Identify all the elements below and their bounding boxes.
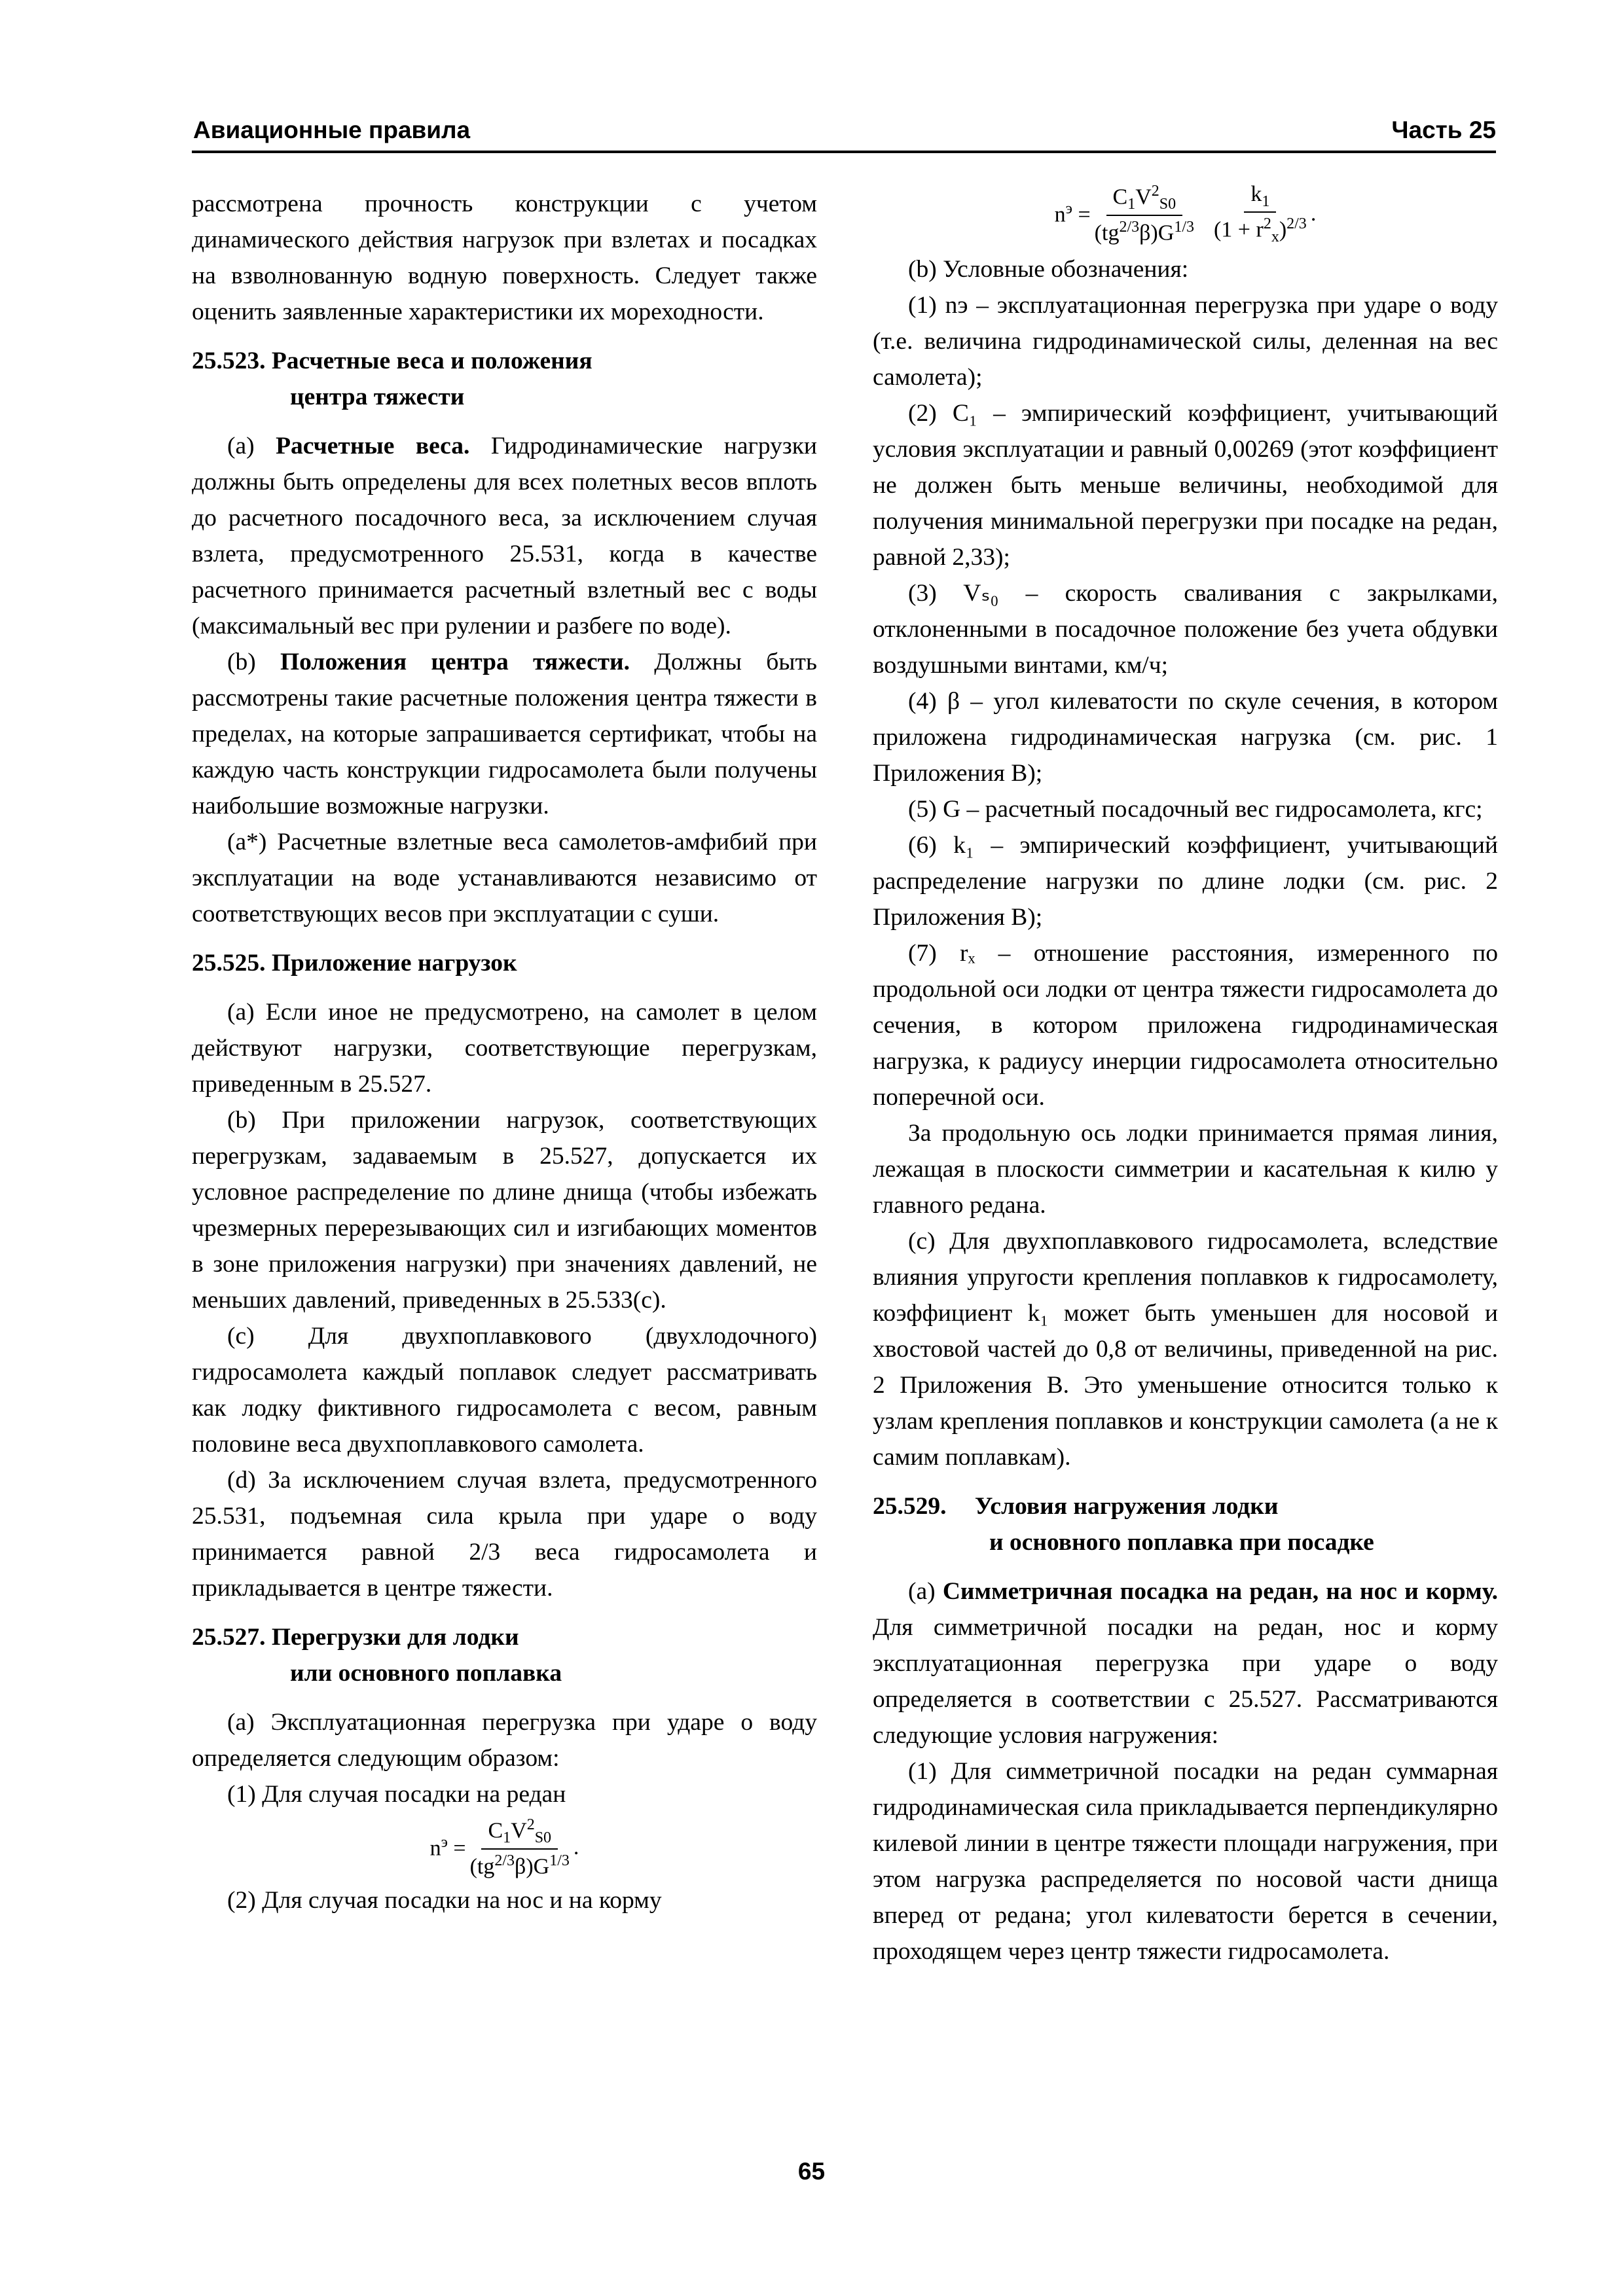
item-label: (a) [908,1577,936,1605]
paragraph: (b) При приложении нагрузок, соответствующих перегрузкам, задаваемым в 25.527, допускается их условное распределение по длине днища (чтобы избежать чрезмерных перерезывающих сил и изгибающих моментов в зоне приложения нагрузки) при значениях давлений, не меньших давлений, приведенных в 25.533(c). [192,1107,817,1314]
paragraph-text: Должны быть рассмотрены такие расчетные положения центра тяжести в пределах, на которые запрашивается сертификат, чтобы на каждую часть конструкции гидросамолета были получены наибольшие возможные нагрузки. [192,649,817,819]
paragraph: (c) Для двухпоплавкового (двухлодочного) гидросамолета каждый поплавок следует рассматривать как лодку фиктивного гидросамолета с весом, равным половине веса двухпоплавкового самолета. [192,1323,817,1458]
section-heading-25-529 [873,1488,1498,1560]
left-column [192,186,817,1918]
running-header [192,113,1496,153]
section-title-line2: и основного поплавка при посадке [989,1528,1374,1556]
section-heading-25-527 [192,1619,817,1691]
paragraph: (1) nэ – эксплуатационная перегрузка при ударе о воду (т.е. величина гидродинамической силы, деленная на вес самолета); [873,291,1498,391]
paragraph-text: Гидродинамические нагрузки должны быть определены для всех полетных весов вплоть до расчетного посадочного веса, за исключением случая взлета, предусмотренного 25.531, когда в качестве расчетного принимается расчетный взлетный вес с воды (максимальный вес при рулении и разбеге по воде). [192,433,818,639]
paragraph: (5) G – расчетный посадочный вес гидросамолета, кгс; [908,795,1483,823]
paragraph: (1) Для случая посадки на редан [227,1781,566,1808]
bold-term: Расчетные веса. [276,433,470,459]
paragraph: (6) k₁ – эмпирический коэффициент, учитывающий распределение нагрузки по длине лодки (см. рис. 2 Приложения B); [873,831,1498,931]
formula-step-landing: $n^э$ = $\frac{C_1V^2_{S0}}{(tg^{2/3}\beta)G^{1/3}}$ . [429,1816,579,1878]
paragraph: (1) Для симметричной посадки на редан суммарная гидродинамическая сила прикладывается перпендикулярно килевой линии в центре тяжести площади нагружения, при этом нагрузка распределяется по носовой части днища вперед от редана; угол килеватости берется в сечении, проходящем через центр тяжести гидросамолета. [873,1757,1498,1965]
paragraph-text: Для симметричной посадки на редан, нос и корму эксплуатационная перегрузка при ударе о воду определяется в соответствии с 25.527. Рассматриваются следующие условия нагружения: [873,1613,1498,1749]
paragraph [873,1573,1498,1753]
paragraph: (2) Для случая посадки на нос и на корму [227,1887,662,1914]
paragraph: (a*) Расчетные взлетные веса самолетов-амфибий при эксплуатации на воде устанавливаются независимо от соответствующих весов при эксплуатации с суши. [192,829,817,927]
paragraph: (7) rₓ – отношение расстояния, измеренного по продольной оси лодки от центра тяжести гидросамолета до сечения, в котором приложена гидродинамическая нагрузка, к радиусу инерции гидросамолета относительно поперечной оси. [873,939,1498,1111]
formula-lhs: $n^э$ = [1054,200,1091,227]
paragraph [192,644,817,824]
formula-bow-stern-landing: $n^э$ = $\frac{C_1V^2_{S0}}{(tg^{2/3}\beta)G^{1/3}}$ $\frac{k_1}{(1 + r^2_x)^{2/3}}$ . [1054,182,1317,246]
section-heading-25-525: 25.525. Приложение нагрузок [192,950,517,977]
bold-term: Симметричная посадка на редан, на нос и корму. [942,1577,1498,1605]
bold-term: Положения центра тяжести. [280,649,630,675]
paragraph [192,428,817,644]
section-title-line2: центра тяжести [290,384,465,410]
formula-fraction-1: $\frac{C_1V^2_{S0}}{(tg^{2/3}\beta)G^{1/3}}$ [1094,183,1194,245]
formula-fraction-2: $\frac{k_1}{(1 + r^2_x)^{2/3}}$ [1213,182,1307,246]
paragraph: За продольную ось лодки принимается прямая линия, лежащая в плоскости симметрии и касательная к килю у главного редана. [873,1119,1498,1219]
paragraph: (3) Vₛ₀ – скорость сваливания с закрылками, отклоненными в посадочное положение без учета обдувки воздушными винтами, км/ч; [873,579,1498,679]
paragraph: (2) C₁ – эмпирический коэффициент, учитывающий условия эксплуатации и равный 0,00269 (этот коэффициент не должен быть меньше величины, необходимой для получения минимальной перегрузки при посадке на редан, равной 2,33); [873,399,1498,571]
item-label: (a) [227,433,255,459]
page-number: 65 [797,2158,826,2185]
section-title-line1: Условия нагружения лодки [974,1492,1279,1520]
paragraph: рассмотрена прочность конструкции с учетом динамического действия нагрузок при взлетах и посадках на взволнованную водную поверхность. Следует также оценить заявленные характеристики их мореходности. [192,190,817,325]
right-column [873,182,1498,1969]
paragraph: (b) Условные обозначения: [908,255,1189,283]
paragraph: (c) Для двухпоплавкового гидросамолета, вследствие влияния упругости крепления поплавков к гидросамолету, коэффициент k₁ может быть уменьшен для носовой и хвостовой частей до 0,8 от величины, приведенной на рис. 2 Приложения B. Это уменьшение относится только к узлам крепления поплавков и конструкции самолета (а не к самим поплавкам). [873,1227,1498,1471]
section-heading-25-523 [192,343,817,415]
formula-lhs: $n^э$ = [429,1834,466,1861]
item-label: (b) [227,649,256,675]
section-number: 25.529. [873,1492,947,1520]
paragraph: (a) Если иное не предусмотрено, на самолет в целом действуют нагрузки, соответствующие перегрузкам, приведенным в 25.527. [192,999,817,1098]
paragraph: (a) Эксплуатационная перегрузка при ударе о воду определяется следующим образом: [192,1709,817,1772]
section-title-line2: или основного поплавка [290,1660,562,1687]
section-title-line1: Перегрузки для лодки [271,1624,519,1651]
section-title-line1: Расчетные веса и положения [271,348,593,374]
section-number: 25.527. [192,1624,266,1651]
formula-fraction: $\frac{C_1V^2_{S0}}{(tg^{2/3}\beta)G^{1/3}}$ [469,1816,570,1878]
header-title: Авиационные правила [193,117,471,143]
section-number: 25.523. [192,348,266,374]
paragraph: (d) За исключением случая взлета, предусмотренного 25.531, подъемная сила крыла при ударе о воду принимается равной 2/3 веса гидросамолета и прикладывается в центре тяжести. [192,1467,817,1602]
paragraph: (4) β – угол килеватости по скуле сечения, в котором приложена гидродинамическая нагрузка (см. рис. 1 Приложения B); [873,687,1498,787]
header-part: Часть 25 [1391,117,1496,143]
